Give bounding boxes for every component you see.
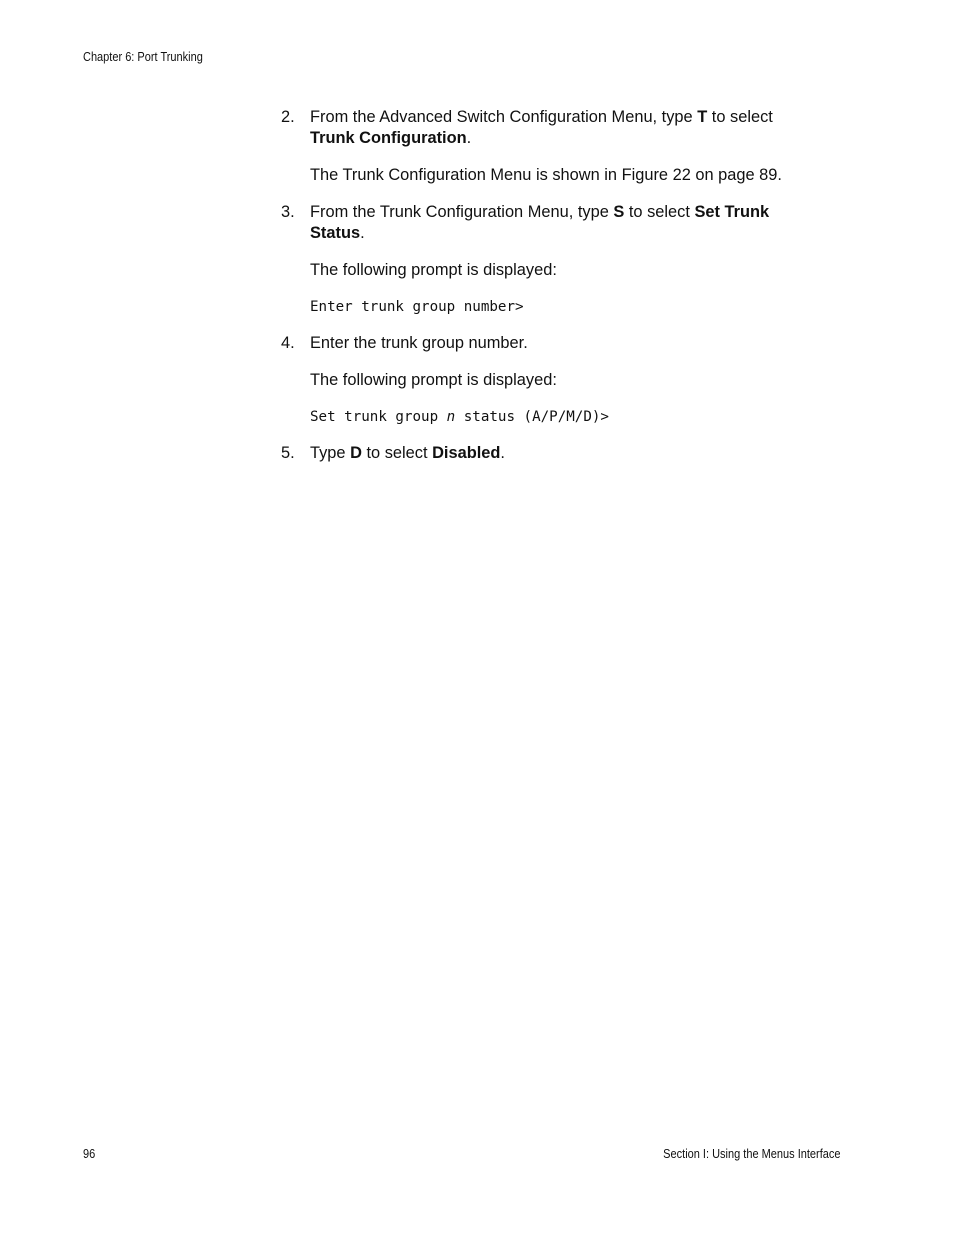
step-number: 2. xyxy=(281,108,295,126)
step-text: . xyxy=(360,224,365,242)
code-prompt-trunk-status xyxy=(310,407,821,428)
step-5 xyxy=(281,443,821,464)
step-3 xyxy=(281,202,821,244)
step-text: to select xyxy=(707,108,773,126)
step-number: 4. xyxy=(281,334,295,352)
menu-option: Disabled xyxy=(432,444,501,462)
code-variable: n xyxy=(446,409,456,425)
section-title: Section I: Using the Menus Interface xyxy=(662,1147,840,1161)
page-number: 96 xyxy=(83,1147,96,1161)
prompt-intro: The following prompt is displayed: xyxy=(310,371,557,389)
step-text: to select xyxy=(361,444,433,462)
step-2 xyxy=(281,107,821,149)
menu-key: S xyxy=(613,203,625,221)
code-prompt-trunk-number: Enter trunk group number> xyxy=(310,299,524,315)
step-text: . xyxy=(500,444,505,462)
step-number: 5. xyxy=(281,444,295,462)
menu-key: D xyxy=(350,444,362,462)
code-text: Set trunk group xyxy=(310,409,447,425)
code-text: status (A/P/M/D)> xyxy=(455,409,609,425)
figure-reference: The Trunk Configuration Menu is shown in Figure 22 on page 89. xyxy=(310,166,782,184)
procedure-body xyxy=(281,107,821,480)
menu-option: Set Trunk Status xyxy=(310,203,770,242)
step-4 xyxy=(281,333,821,354)
step-number: 3. xyxy=(281,203,295,221)
step-text: . xyxy=(466,129,472,147)
step-text: to select xyxy=(624,203,695,221)
step-text: Enter the trunk group number. xyxy=(310,334,528,352)
step-text: From the Trunk Configuration Menu, type xyxy=(310,203,614,221)
menu-option: Trunk Configuration xyxy=(310,129,467,147)
menu-key: T xyxy=(697,108,708,126)
prompt-intro: The following prompt is displayed: xyxy=(310,261,557,279)
running-header: Chapter 6: Port Trunking xyxy=(83,50,203,64)
step-text: From the Advanced Switch Configuration Menu, type xyxy=(310,108,698,126)
step-text: Type xyxy=(310,444,351,462)
